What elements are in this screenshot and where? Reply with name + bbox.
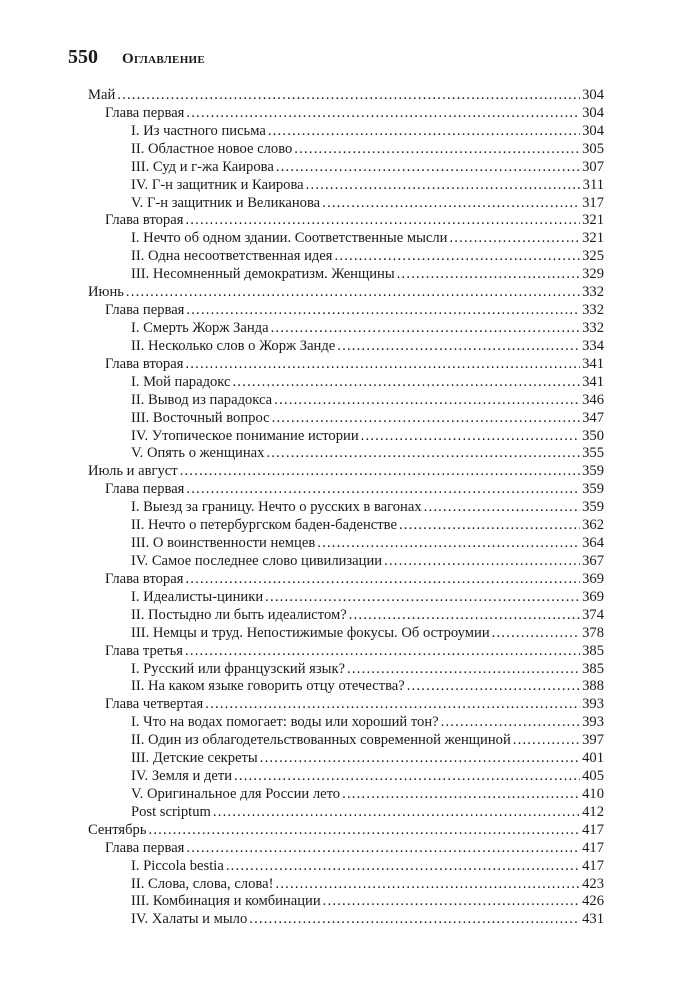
toc-page-number: 350	[582, 427, 604, 444]
toc-page-number: 417	[582, 839, 604, 856]
toc-entry	[88, 266, 604, 284]
dot-leader	[148, 822, 580, 840]
toc-title: Глава вторая	[105, 570, 184, 587]
toc-page-number: 332	[582, 284, 604, 301]
toc-entry	[88, 625, 604, 643]
toc-page-number: 374	[582, 606, 604, 623]
toc-section	[88, 87, 604, 105]
toc-page-number: 362	[582, 517, 604, 534]
dot-leader	[249, 911, 580, 929]
toc-title: I. Piccola bestia	[131, 857, 224, 874]
toc-page-number: 321	[582, 230, 604, 247]
toc-page-number: 364	[582, 535, 604, 552]
dot-leader	[397, 266, 580, 284]
toc-title: II. Несколько слов о Жорж Занде	[131, 337, 336, 354]
toc-page-number: 304	[582, 87, 604, 103]
toc-title: II. Слова, слова, слова!	[131, 875, 274, 892]
dot-leader	[347, 661, 580, 679]
toc-title: IV. Г-н защитник и Каирова	[131, 176, 304, 193]
toc-title: V. Опять о женщинах	[131, 445, 265, 462]
dot-leader	[186, 105, 580, 123]
toc-entry	[88, 876, 604, 894]
dot-leader	[407, 678, 580, 696]
toc-page-number: 393	[582, 696, 604, 713]
toc-page-number: 410	[582, 785, 604, 802]
toc-title: III. Комбинация и комбинации	[131, 893, 321, 910]
toc-title: Июль и август	[88, 463, 178, 480]
dot-leader	[186, 840, 580, 858]
toc-entry	[88, 141, 604, 159]
toc-entry	[88, 177, 604, 195]
toc-page-number: 417	[582, 857, 604, 874]
toc-page-number: 426	[582, 893, 604, 910]
page-number: 550	[68, 46, 98, 68]
toc-title: III. О воинственности немцев	[131, 535, 316, 552]
dot-leader	[213, 804, 580, 822]
dot-leader	[233, 374, 581, 392]
toc-entry	[88, 750, 604, 768]
toc-title: III. Немцы и труд. Непостижимые фокусы. Об остроумии	[131, 624, 490, 641]
toc-title: I. Русский или французский язык?	[131, 660, 346, 677]
toc-title: V. Оригинальное для России лето	[131, 785, 341, 802]
toc-title: Глава первая	[105, 481, 185, 498]
toc-title: I. Что на водах помогает: воды или хороший тон?	[131, 714, 439, 731]
toc-page-number: 431	[582, 911, 604, 928]
toc-page-number: 378	[582, 624, 604, 641]
dot-leader	[205, 696, 580, 714]
toc-entry	[88, 589, 604, 607]
toc-page-number: 325	[582, 248, 604, 265]
toc-chapter	[88, 302, 604, 320]
dot-leader	[271, 320, 581, 338]
toc-entry	[88, 499, 604, 517]
dot-leader	[294, 141, 580, 159]
toc-entry	[88, 786, 604, 804]
toc-title: I. Идеалисты-циники	[131, 588, 264, 605]
toc-entry	[88, 893, 604, 911]
toc-entry	[88, 517, 604, 535]
toc-entry	[88, 714, 604, 732]
toc-entry	[88, 553, 604, 571]
toc-page-number: 385	[582, 642, 604, 659]
toc-entry	[88, 392, 604, 410]
toc-entry	[88, 230, 604, 248]
toc-page-number: 367	[582, 552, 604, 569]
toc-page-number: 329	[582, 266, 604, 283]
toc-title: Глава вторая	[105, 355, 184, 372]
toc-chapter	[88, 643, 604, 661]
toc-chapter	[88, 481, 604, 499]
toc-entry	[88, 911, 604, 929]
toc-entry	[88, 858, 604, 876]
toc-title: II. На каком языке говорить отцу отечества?	[131, 678, 405, 695]
toc-title: I. Нечто об одном здании. Соответственные мысли	[131, 230, 448, 247]
dot-leader	[384, 553, 580, 571]
toc-page-number: 355	[582, 445, 604, 462]
toc-page-number: 388	[582, 678, 604, 695]
toc-page-number: 332	[582, 319, 604, 336]
toc-title: III. Восточный вопрос	[131, 409, 270, 426]
toc-entry	[88, 320, 604, 338]
toc-title: II. Нечто о петербургском баден-баденстве	[131, 517, 397, 534]
toc-title: II. Один из облагодетельствованных современной женщиной	[131, 732, 511, 749]
dot-leader	[449, 230, 580, 248]
toc-title: III. Детские секреты	[131, 750, 258, 767]
running-title: Оглавление	[122, 51, 206, 67]
toc-page-number: 311	[582, 176, 604, 193]
toc-title: IV. Утопическое понимание истории	[131, 427, 359, 444]
dot-leader	[337, 338, 580, 356]
dot-leader	[126, 284, 580, 302]
dot-leader	[361, 428, 580, 446]
dot-leader	[185, 571, 580, 589]
toc-entry	[88, 374, 604, 392]
toc-title: Май	[88, 87, 116, 103]
toc-page-number: 369	[582, 588, 604, 605]
dot-leader	[513, 732, 580, 750]
toc-page-number: 317	[582, 194, 604, 211]
toc-title: II. Вывод из парадокса	[131, 391, 273, 408]
toc-page-number: 347	[582, 409, 604, 426]
page-header	[68, 46, 205, 69]
dot-leader	[306, 177, 581, 195]
toc-chapter	[88, 696, 604, 714]
toc-page-number: 359	[582, 499, 604, 516]
toc-entry	[88, 445, 604, 463]
toc-chapter	[88, 356, 604, 374]
toc-page-number: 307	[582, 158, 604, 175]
toc-page-number: 405	[582, 768, 604, 785]
dot-leader	[349, 607, 580, 625]
dot-leader	[185, 356, 580, 374]
dot-leader	[274, 392, 580, 410]
dot-leader	[322, 195, 580, 213]
dot-leader	[180, 463, 580, 481]
toc-entry	[88, 123, 604, 141]
toc-title: I. Смерть Жорж Занда	[131, 319, 269, 336]
toc-section	[88, 822, 604, 840]
dot-leader	[186, 302, 580, 320]
dot-leader	[185, 643, 580, 661]
toc-page-number: 393	[582, 714, 604, 731]
toc-title: Post scriptum	[131, 803, 211, 820]
toc-page-number: 401	[582, 750, 604, 767]
toc-title: V. Г-н защитник и Великанова	[131, 194, 321, 211]
toc-title: Сентябрь	[88, 821, 147, 838]
toc-title: IV. Самое последнее слово цивилизации	[131, 552, 383, 569]
toc-title: III. Несомненный демократизм. Женщины	[131, 266, 395, 283]
dot-leader	[275, 876, 580, 894]
toc-page-number: 332	[582, 302, 604, 319]
dot-leader	[186, 481, 580, 499]
toc-entry	[88, 804, 604, 822]
toc-page-number: 369	[582, 570, 604, 587]
toc-chapter	[88, 571, 604, 589]
toc-title: I. Мой парадокс	[131, 373, 231, 390]
toc-chapter	[88, 212, 604, 230]
toc-title: Глава первая	[105, 104, 185, 121]
toc-title: III. Суд и г-жа Каирова	[131, 158, 274, 175]
dot-leader	[424, 499, 580, 517]
dot-leader	[234, 768, 580, 786]
toc-page-number: 346	[582, 391, 604, 408]
toc-page-number: 341	[582, 355, 604, 372]
dot-leader	[268, 123, 580, 141]
toc-entry	[88, 535, 604, 553]
dot-leader	[265, 589, 580, 607]
toc-page-number: 423	[582, 875, 604, 892]
toc-title: II. Областное новое слово	[131, 140, 293, 157]
toc-title: IV. Халаты и мыло	[131, 911, 248, 928]
toc-title: Глава третья	[105, 642, 183, 659]
toc-page-number: 334	[582, 337, 604, 354]
toc-title: Глава первая	[105, 302, 185, 319]
dot-leader	[117, 87, 580, 105]
toc-title: IV. Земля и дети	[131, 768, 233, 785]
toc-page-number: 385	[582, 660, 604, 677]
toc-page-number: 341	[582, 373, 604, 390]
toc-entry	[88, 410, 604, 428]
toc-title: I. Из частного письма	[131, 122, 266, 139]
toc-entry	[88, 159, 604, 177]
toc-entry	[88, 732, 604, 750]
dot-leader	[185, 212, 580, 230]
toc-entry	[88, 195, 604, 213]
toc-entry	[88, 338, 604, 356]
toc-section	[88, 284, 604, 302]
toc-page-number: 305	[582, 140, 604, 157]
toc-page-number: 397	[582, 732, 604, 749]
toc-section	[88, 463, 604, 481]
dot-leader	[335, 248, 581, 266]
toc-title: II. Одна несоответственная идея	[131, 248, 333, 265]
dot-leader	[272, 410, 581, 428]
toc-entry	[88, 248, 604, 266]
toc-entry	[88, 678, 604, 696]
toc-page-number: 412	[582, 803, 604, 820]
toc-title: Июнь	[88, 284, 124, 301]
toc-title: II. Постыдно ли быть идеалистом?	[131, 606, 347, 623]
toc-page-number: 417	[582, 821, 604, 838]
toc-entry	[88, 661, 604, 679]
dot-leader	[492, 625, 580, 643]
toc-entry	[88, 768, 604, 786]
toc-title: I. Выезд за границу. Нечто о русских в вагонах	[131, 499, 422, 516]
toc-page-number: 359	[582, 481, 604, 498]
dot-leader	[266, 445, 580, 463]
table-of-contents	[88, 87, 604, 929]
toc-page-number: 304	[582, 122, 604, 139]
toc-page-number: 304	[582, 104, 604, 121]
toc-entry	[88, 607, 604, 625]
dot-leader	[342, 786, 580, 804]
toc-title: Глава четвертая	[105, 696, 204, 713]
dot-leader	[399, 517, 580, 535]
toc-title: Глава первая	[105, 839, 185, 856]
dot-leader	[323, 893, 580, 911]
toc-chapter	[88, 105, 604, 123]
toc-title: Глава вторая	[105, 212, 184, 229]
dot-leader	[317, 535, 580, 553]
toc-chapter	[88, 840, 604, 858]
dot-leader	[260, 750, 580, 768]
dot-leader	[226, 858, 580, 876]
toc-entry	[88, 428, 604, 446]
dot-leader	[441, 714, 581, 732]
dot-leader	[276, 159, 580, 177]
toc-page-number: 321	[582, 212, 604, 229]
toc-page-number: 359	[582, 463, 604, 480]
